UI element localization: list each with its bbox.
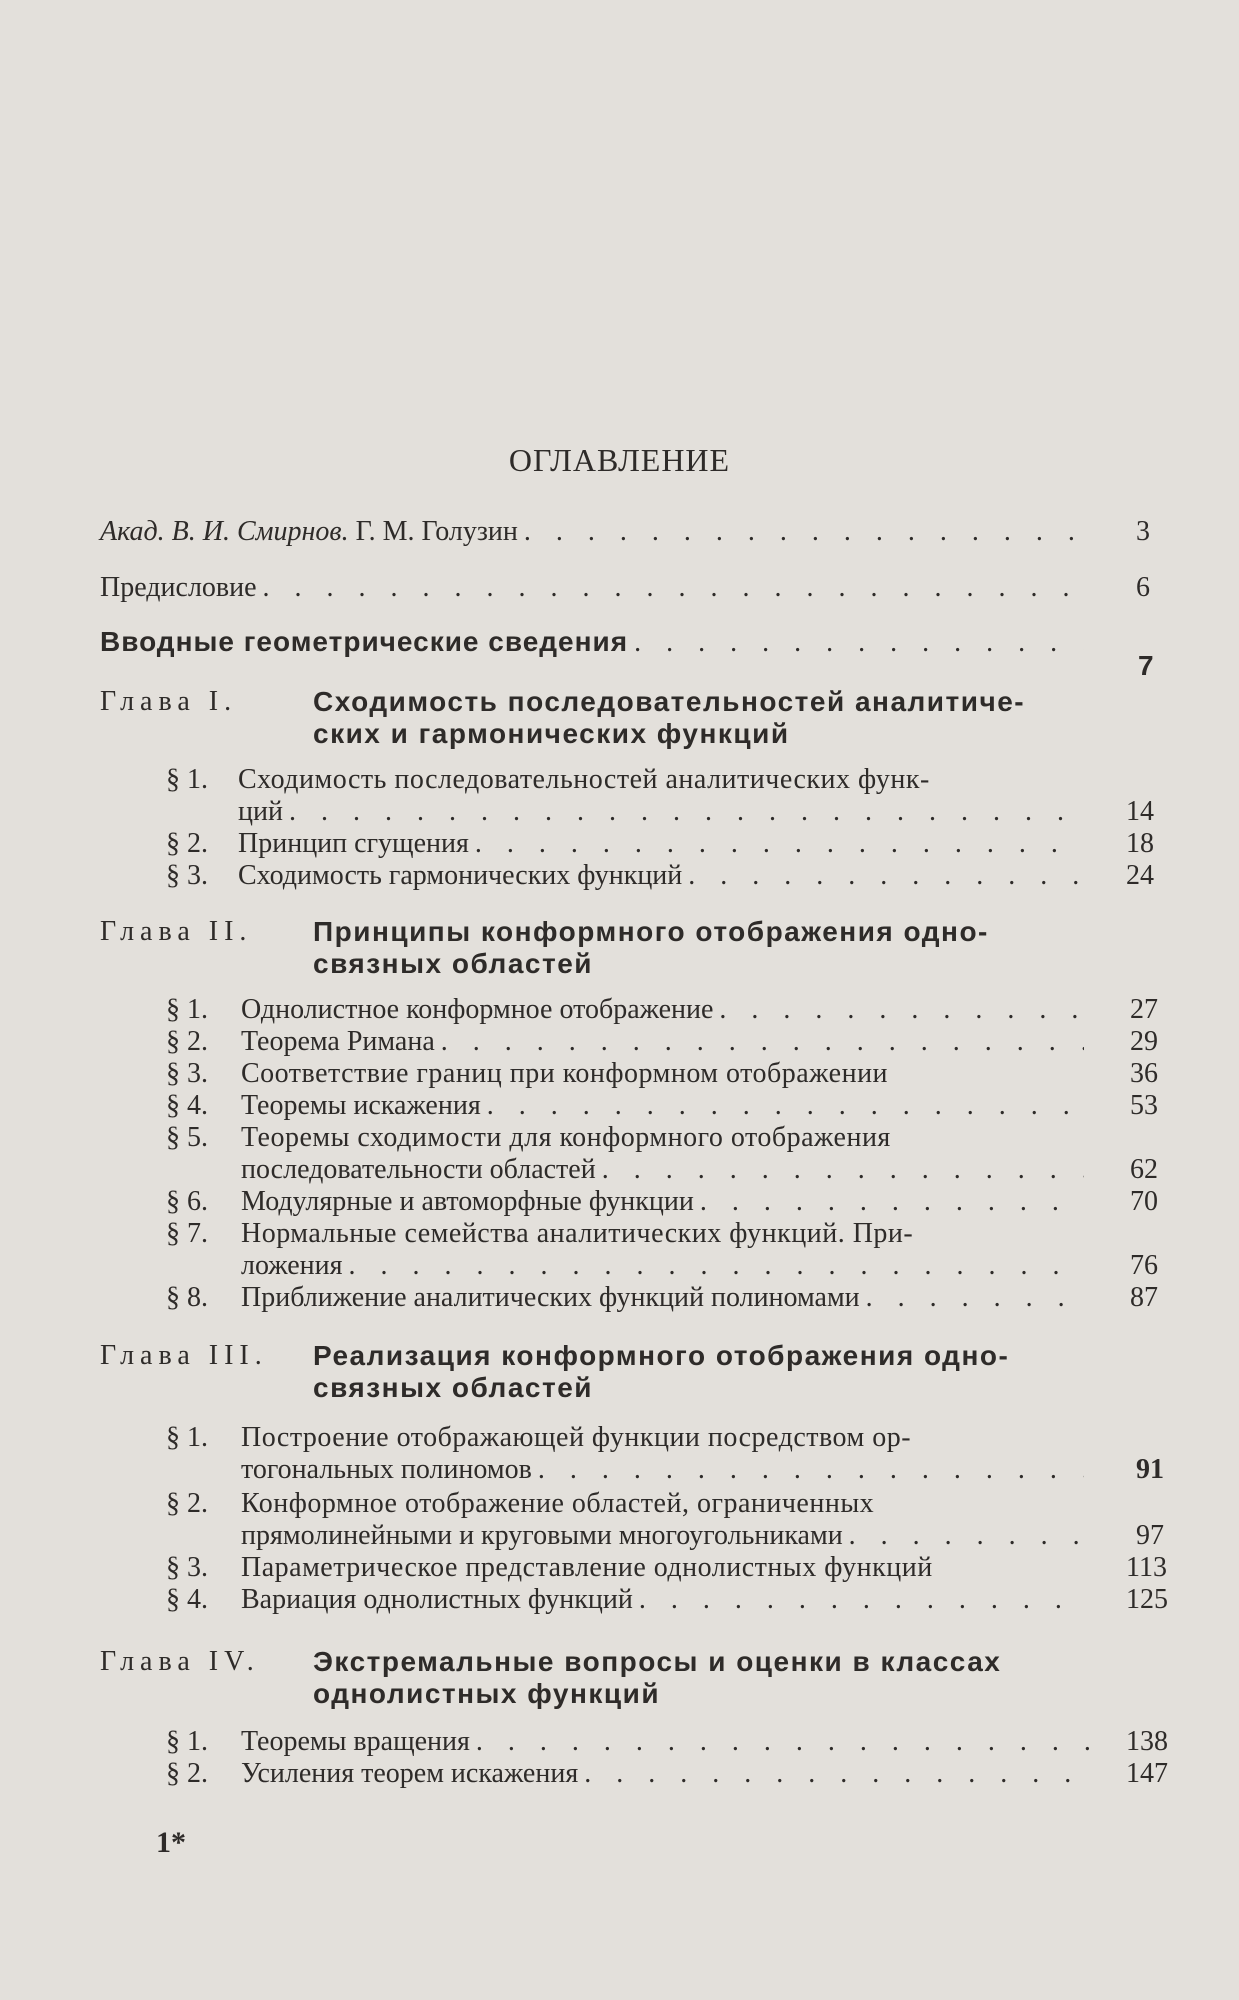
chapter-title-line1: Экстремальные вопросы и оценки в классах bbox=[313, 1646, 1002, 1677]
chapter-label: Глава III. bbox=[100, 1340, 268, 1371]
section-number: § 1. bbox=[166, 1726, 208, 1757]
section-line bbox=[241, 1454, 1090, 1486]
section-line bbox=[238, 796, 1090, 828]
leader-dots bbox=[475, 828, 1084, 860]
section-number: § 1. bbox=[166, 1422, 208, 1453]
section-number: § 3. bbox=[166, 1058, 208, 1089]
page-number: 147 bbox=[1126, 1758, 1168, 1789]
page-number: 76 bbox=[1130, 1250, 1158, 1281]
section-line bbox=[241, 1758, 1101, 1790]
chapter-label: Глава II. bbox=[100, 916, 253, 947]
section-line bbox=[241, 1186, 1090, 1218]
section-title: Теорема Римана bbox=[241, 1026, 435, 1057]
leader-dots bbox=[849, 1520, 1084, 1552]
leader-dots bbox=[688, 860, 1084, 892]
page-number: 62 bbox=[1130, 1154, 1158, 1185]
section-title: Усиления теорем искажения bbox=[241, 1758, 579, 1789]
chapter-title-line2: ских и гармонических функций bbox=[313, 718, 790, 749]
leader-dots bbox=[602, 1154, 1084, 1186]
section-title: Приближение аналитических функций полиномами bbox=[241, 1282, 860, 1313]
section-number: § 2. bbox=[166, 1758, 208, 1789]
section-number: § 1. bbox=[166, 764, 208, 795]
chapter-label: Глава I. bbox=[100, 686, 238, 717]
page-number: 91 bbox=[1136, 1454, 1164, 1485]
section-number: § 2. bbox=[166, 828, 208, 859]
toc-entry-intro bbox=[100, 626, 1090, 659]
leader-dots bbox=[487, 1090, 1084, 1122]
chapter-title-line2: однолистных функций bbox=[313, 1678, 661, 1709]
section-number: § 4. bbox=[166, 1090, 208, 1121]
chapter-label: Глава IV. bbox=[100, 1646, 260, 1677]
leader-dots bbox=[289, 796, 1084, 828]
page-number: 87 bbox=[1130, 1282, 1158, 1313]
section-title-line1: Теоремы сходимости для конформного отображения bbox=[241, 1122, 891, 1153]
section-line bbox=[241, 1250, 1090, 1282]
section-title: Сходимость гармонических функций bbox=[238, 860, 683, 891]
section-number: § 4. bbox=[166, 1584, 208, 1615]
chapter-title-line1: Принципы конформного отображения одно- bbox=[313, 916, 989, 947]
entry-title: Предисловие bbox=[100, 572, 257, 603]
section-title: Принцип сгущения bbox=[238, 828, 469, 859]
section-title-line1: Сходимость последовательностей аналитических функ- bbox=[238, 764, 930, 795]
page-number: 70 bbox=[1130, 1186, 1158, 1217]
section-number: § 6. bbox=[166, 1186, 208, 1217]
page-number: 18 bbox=[1126, 828, 1154, 859]
page-title: ОГЛАВЛЕНИЕ bbox=[508, 442, 731, 478]
entry-title: Вводные геометрические сведения bbox=[100, 626, 629, 657]
page-number: 6 bbox=[1136, 572, 1150, 603]
section-line bbox=[241, 1282, 1090, 1314]
toc-entry-preface bbox=[100, 572, 1090, 604]
section-title-line2: последовательности областей bbox=[241, 1154, 596, 1185]
section-title: Модулярные и автоморфные функции bbox=[241, 1186, 694, 1217]
leader-dots bbox=[584, 1758, 1095, 1790]
page-number: 113 bbox=[1126, 1552, 1167, 1583]
section-number: § 5. bbox=[166, 1122, 208, 1153]
signature-mark: 1* bbox=[156, 1826, 186, 1859]
leader-dots bbox=[441, 1026, 1084, 1058]
section-title-line2: ложения bbox=[241, 1250, 343, 1281]
section-line bbox=[238, 860, 1090, 892]
section-number: § 2. bbox=[166, 1026, 208, 1057]
section-line bbox=[241, 1520, 1090, 1552]
page-number: 24 bbox=[1126, 860, 1154, 891]
page-number: 53 bbox=[1130, 1090, 1158, 1121]
section-number: § 3. bbox=[166, 860, 208, 891]
section-line bbox=[241, 1090, 1090, 1122]
section-title: Вариация однолистных функций bbox=[241, 1584, 633, 1615]
section-title-line2: ций bbox=[238, 796, 283, 827]
entry-title: Г. М. Голузин bbox=[355, 516, 518, 547]
section-title: Параметрическое представление однолистных функций bbox=[241, 1552, 933, 1583]
page-number: 138 bbox=[1126, 1726, 1168, 1757]
leader-dots bbox=[263, 572, 1084, 604]
section-number: § 1. bbox=[166, 994, 208, 1025]
leader-dots bbox=[349, 1250, 1084, 1282]
section-number: § 3. bbox=[166, 1552, 208, 1583]
leader-dots bbox=[639, 1584, 1084, 1616]
section-title: Соответствие границ при конформном отображении bbox=[241, 1058, 889, 1089]
section-line bbox=[241, 1726, 1101, 1758]
section-title-line2: тогональных полиномов bbox=[241, 1454, 532, 1485]
section-line bbox=[241, 1154, 1090, 1186]
section-number: § 7. bbox=[166, 1218, 208, 1249]
leader-dots bbox=[719, 994, 1084, 1026]
section-line bbox=[241, 1584, 1090, 1616]
section-number: § 2. bbox=[166, 1488, 208, 1519]
section-title-line1: Построение отображающей функции посредством ор- bbox=[241, 1422, 912, 1453]
entry-author: Акад. В. И. Смирнов. bbox=[100, 516, 349, 547]
section-title: Теоремы искажения bbox=[241, 1090, 481, 1121]
page-number: 29 bbox=[1130, 1026, 1158, 1057]
section-line bbox=[241, 994, 1090, 1026]
section-title: Однолистное конформное отображение bbox=[241, 994, 714, 1025]
chapter-title-line2: связных областей bbox=[313, 948, 593, 979]
section-title: Теоремы вращения bbox=[241, 1726, 470, 1757]
page-number: 7 bbox=[1138, 650, 1155, 681]
page-number: 36 bbox=[1130, 1058, 1158, 1089]
leader-dots bbox=[524, 516, 1084, 548]
page-number: 125 bbox=[1126, 1584, 1168, 1615]
page-number: 27 bbox=[1130, 994, 1158, 1025]
leader-dots bbox=[634, 627, 1084, 659]
section-number: § 8. bbox=[166, 1282, 208, 1313]
leader-dots bbox=[700, 1186, 1084, 1218]
section-line bbox=[238, 828, 1090, 860]
page-number: 3 bbox=[1136, 516, 1150, 547]
leader-dots bbox=[866, 1282, 1084, 1314]
page-number: 97 bbox=[1136, 1520, 1164, 1551]
section-title-line1: Нормальные семейства аналитических функций. При- bbox=[241, 1218, 914, 1249]
chapter-title-line2: связных областей bbox=[313, 1372, 593, 1403]
section-title-line2: прямолинейными и круговыми многоугольниками bbox=[241, 1520, 843, 1551]
chapter-title-line1: Сходимость последовательностей аналитиче- bbox=[313, 686, 1026, 717]
leader-dots bbox=[476, 1726, 1095, 1758]
chapter-title-line1: Реализация конформного отображения одно- bbox=[313, 1340, 1010, 1371]
leader-dots bbox=[538, 1454, 1084, 1486]
section-title-line1: Конформное отображение областей, ограниченных bbox=[241, 1488, 875, 1519]
page-number: 14 bbox=[1126, 796, 1154, 827]
section-line bbox=[241, 1026, 1090, 1058]
toc-entry-smirnov bbox=[100, 516, 1090, 548]
